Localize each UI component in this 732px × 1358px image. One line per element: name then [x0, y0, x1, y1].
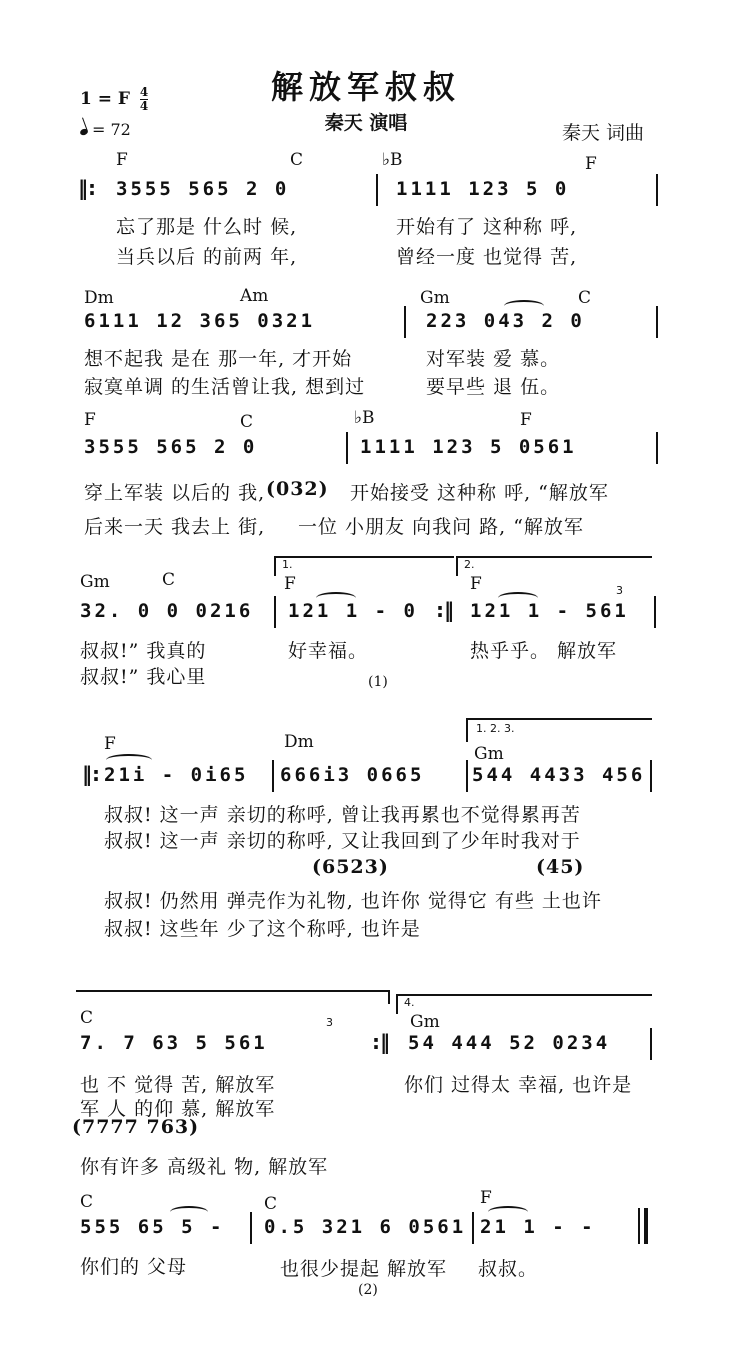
key-signature: 1 = F $\frac{4}{4}$	[80, 85, 149, 113]
volta-label: 1. 2. 3.	[476, 722, 515, 735]
page-number: (1)	[368, 674, 388, 690]
chord: F	[470, 574, 482, 594]
lyric-line: 开始接受 这种称 呼, “解放军	[350, 482, 609, 504]
volta-bracket	[466, 718, 652, 720]
lyric-line: 当兵以后 的前两 年,	[116, 246, 298, 268]
triplet-mark: 3	[326, 1016, 333, 1029]
measure-notes: 21 1 - -	[480, 1216, 596, 1238]
song-title: 解放军叔叔	[270, 68, 461, 106]
lyric-line: 叔叔!” 我心里	[80, 666, 207, 688]
chord: C	[80, 1008, 94, 1028]
measure-notes: 21i - 0i65	[104, 764, 249, 786]
barline	[272, 760, 274, 792]
lyric-line: 叔叔。	[478, 1258, 539, 1280]
lyric-line: 好幸福。	[288, 640, 369, 662]
lyric-line: 穿上军装 以后的 我,	[84, 482, 266, 504]
measure-notes: 3555 565 2 0	[116, 178, 290, 200]
lyric-line: 叔叔! 这一声 亲切的称呼, 曾让我再累也不觉得累再苦	[104, 804, 581, 826]
volta-bracket	[456, 556, 652, 558]
barline	[654, 596, 656, 628]
lyric-line: 也很少提起 解放军	[280, 1258, 448, 1280]
lyric-line: 军 人 的仰 慕, 解放军	[80, 1098, 276, 1120]
chord: F	[84, 410, 96, 430]
composer-credit: 秦天 词曲	[561, 122, 644, 144]
barline	[466, 760, 468, 792]
volta-bracket	[396, 994, 652, 996]
repeat-end-sign: :‖	[436, 598, 454, 622]
measure-notes: 54 444 52 0234	[408, 1032, 611, 1054]
bracket-notes: (7777 763)	[72, 1116, 200, 1138]
slur	[106, 754, 152, 766]
lyric-line: 开始有了 这种称 呼,	[396, 216, 578, 238]
barline	[650, 1028, 652, 1060]
lyric-line: 你有许多 高级礼 物, 解放军	[80, 1156, 329, 1178]
chord: Dm	[84, 288, 114, 308]
bracket-notes: (6523)	[312, 856, 389, 878]
chord: F	[480, 1188, 492, 1208]
lyric-line: 对军装 爱 慕。	[426, 348, 561, 370]
lyric-line: 后来一天 我去上 街,	[84, 516, 266, 538]
chord: F	[104, 734, 116, 754]
volta-bracket	[274, 556, 454, 558]
measure-notes: 1111 123 5 0	[396, 178, 570, 200]
measure-notes: 544 4433 456	[472, 764, 646, 786]
measure-notes: 3555 565 2 0	[84, 436, 258, 458]
lyric-line: 忘了那是 什么时 候,	[116, 216, 298, 238]
volta-bracket	[456, 556, 458, 576]
chord: Gm	[410, 1012, 440, 1032]
lyric-line: 寂寞单调 的生活曾让我, 想到过	[84, 376, 366, 398]
chord: C	[240, 412, 254, 432]
lyric-line: 一位 小朋友 向我问 路, “解放军	[298, 516, 584, 538]
barline	[656, 174, 658, 206]
volta-label: 2.	[464, 558, 475, 571]
lyric-line: 叔叔!” 我真的	[80, 640, 207, 662]
barline	[656, 306, 658, 338]
lyric-line: 热乎乎。 解放军	[470, 640, 618, 662]
measure-notes: 666i3 0665	[280, 764, 425, 786]
slur	[316, 592, 356, 604]
slur	[498, 592, 538, 604]
volta-bracket	[396, 994, 398, 1014]
barline	[404, 306, 406, 338]
measure-notes: 6111 12 365 0321	[84, 310, 316, 332]
lyric-line: 要早些 退 伍。	[426, 376, 561, 398]
volta-bracket	[466, 718, 468, 742]
triplet-mark: 3	[616, 584, 623, 597]
barline	[472, 1212, 474, 1244]
chord: F	[585, 154, 597, 174]
volta-label: 1.	[282, 558, 293, 571]
measure-notes: 7. 7 63 5 561	[80, 1032, 268, 1054]
measure-notes: 0.5 321 6 0561	[264, 1216, 467, 1238]
final-barline-thin	[638, 1208, 640, 1244]
chord: ♭B	[354, 408, 375, 428]
chord: C	[162, 570, 176, 590]
repeat-start-sign: ‖:	[78, 176, 96, 200]
measure-notes: 223 043 2 0	[426, 310, 585, 332]
barline	[274, 596, 276, 628]
volta-label: 4.	[404, 996, 415, 1009]
bracket-notes: (45)	[536, 856, 585, 878]
measure-notes: 1111 123 5 0561	[360, 436, 577, 458]
slur	[504, 300, 544, 312]
measure-notes: 121 1 - 561	[470, 600, 629, 622]
chord: Gm	[80, 572, 110, 592]
volta-bracket	[388, 990, 390, 1004]
chord: C	[80, 1192, 94, 1212]
barline	[346, 432, 348, 464]
lyric-line: 叔叔! 这一声 亲切的称呼, 又让我回到了少年时我对于	[104, 830, 581, 852]
final-barline-thick	[644, 1208, 648, 1244]
repeat-end-sign: :‖	[372, 1030, 390, 1054]
lyric-line: 曾经一度 也觉得 苦,	[396, 246, 578, 268]
volta-bracket	[76, 990, 390, 992]
lyric-line: 想不起我 是在 那一年, 才开始	[84, 348, 353, 370]
lyric-line: 叔叔! 这些年 少了这个称呼, 也许是	[104, 918, 421, 940]
lyric-line: 你们 过得太 幸福, 也许是	[404, 1074, 633, 1096]
page-number: (2)	[358, 1282, 378, 1298]
tempo: = 72	[80, 120, 131, 139]
barline	[656, 432, 658, 464]
barline	[250, 1212, 252, 1244]
volta-bracket	[274, 556, 276, 576]
chord: Dm	[284, 732, 314, 752]
chord: Gm	[420, 288, 450, 308]
slur	[488, 1206, 528, 1218]
slur	[170, 1206, 208, 1218]
chord: F	[116, 150, 128, 170]
repeat-start-sign: ‖:	[82, 762, 100, 786]
lyric-line: 叔叔! 仍然用 弹壳作为礼物, 也许你 觉得它 有些 土也许	[104, 890, 602, 912]
lyric-line: 也 不 觉得 苦, 解放军	[80, 1074, 276, 1096]
chord: Gm	[474, 744, 504, 764]
chord: ♭B	[382, 150, 403, 170]
time-signature: $\frac{4}{4}$	[139, 85, 149, 113]
quarter-note-icon	[79, 128, 89, 136]
chord: C	[264, 1194, 278, 1214]
lyric-line: 你们的 父母	[80, 1256, 188, 1278]
measure-notes: 121 1 - 0	[288, 600, 418, 622]
chord: C	[290, 150, 304, 170]
measure-notes: 555 65 5 -	[80, 1216, 225, 1238]
chord: Am	[240, 286, 269, 306]
chord: F	[520, 410, 532, 430]
barline	[650, 760, 652, 792]
chord: C	[578, 288, 592, 308]
singer: 秦天 演唱	[324, 112, 408, 134]
measure-notes: 32. 0 0 0216	[80, 600, 254, 622]
chord: F	[284, 574, 296, 594]
bracket-notes: (032)	[266, 478, 329, 500]
barline	[376, 174, 378, 206]
